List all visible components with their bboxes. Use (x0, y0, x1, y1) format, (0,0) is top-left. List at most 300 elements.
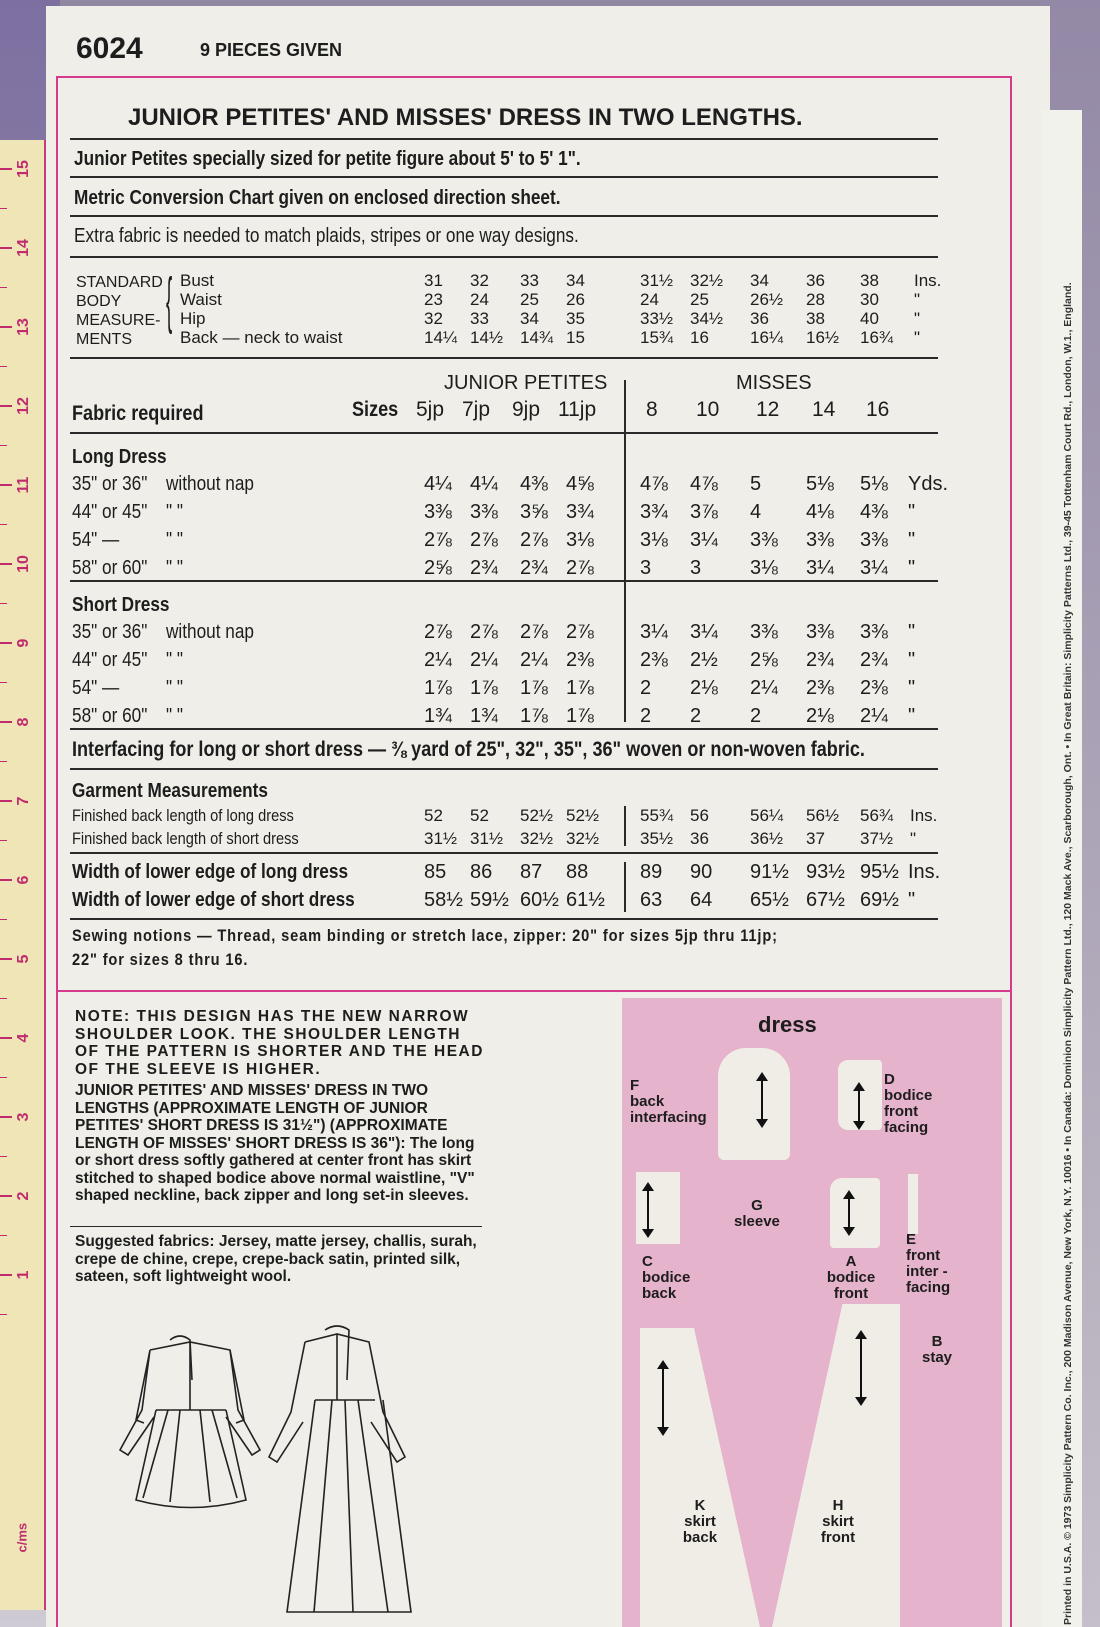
cell-value: 4⅜ (520, 473, 548, 495)
ruler-tick (0, 168, 12, 170)
fabric-width: 58" or 60" (72, 557, 148, 579)
plaid-note: Extra fabric is needed to match plaids, stripes or one way designs. (74, 225, 579, 247)
ruler-label: 14 (15, 239, 32, 257)
ruler-tick (0, 998, 7, 999)
unit-label: " (908, 889, 916, 911)
cell-value: 4⅝ (566, 473, 594, 495)
unit-label: " (908, 557, 916, 579)
ruler-label: 11 (15, 476, 32, 494)
ruler-tick (0, 1235, 7, 1236)
fabric-width: 58" or 60" (72, 705, 148, 727)
width-measure-name: Width of lower edge of long dress (72, 861, 349, 883)
cell-value: 1⅞ (424, 677, 452, 699)
size-heading: 14 (812, 398, 836, 421)
cell-value: 4⅛ (806, 501, 834, 523)
cell-value: 34 (520, 309, 539, 328)
piece-d-label: D bodice front facing (884, 1071, 933, 1136)
cell-value: 2⅞ (424, 529, 452, 551)
unit-label: Ins. (908, 861, 941, 883)
cell-value: 52½ (566, 806, 600, 825)
ruler-label: 1 (15, 1270, 32, 1280)
cell-value: 3⅜ (470, 501, 498, 523)
ruler-tick (0, 287, 7, 288)
design-note: NOTE: THIS DESIGN HAS THE NEW NARROW SHOULDER LOOK. THE SHOULDER LENGTH OF THE PATTERN IS SHORTER AND THE HEAD OF THE SLEEVE IS HIGHER. (75, 1008, 484, 1078)
pattern-pieces-panel (622, 998, 1002, 1627)
piece-sleeve (718, 1048, 790, 1160)
fabric-note: without nap (166, 621, 254, 643)
cell-value: 1¾ (470, 705, 498, 727)
measure-label: STANDARD (76, 274, 163, 291)
piece-bodice-front (830, 1178, 880, 1248)
cell-value: 52½ (520, 806, 554, 825)
cell-value: 35½ (640, 829, 674, 848)
ruler-tick (0, 919, 7, 920)
cell-value: 2⅝ (750, 649, 778, 671)
ruler-tick (0, 366, 7, 367)
cell-value: 25 (520, 290, 539, 309)
ruler-tick (0, 721, 12, 723)
piece-b-label: B stay (922, 1333, 953, 1366)
design-description: JUNIOR PETITES' AND MISSES' DRESS IN TWO LENGTHS (APPROXIMATE LENGTH OF JUNIOR PETITES' SHORT DRESS IS 31½") (APPROXIMATE LENGTH OF MISSES' SHORT DRESS IS 36"): The long or short dress softly gathered at center front has skirt stitched to shaped bodice above normal waistline, "V" shaped neckline, back zipper and long set-in sleeves. (75, 1082, 475, 1204)
fabric-width: 44" or 45" (72, 649, 148, 671)
unit-label: " (908, 529, 916, 551)
column-divider (624, 806, 626, 846)
ruler-label: 2 (15, 1191, 32, 1201)
cell-value: 2¾ (470, 557, 498, 579)
cell-value: 28 (806, 290, 825, 309)
cell-value: 3¼ (806, 557, 834, 579)
cell-value: 34 (750, 271, 769, 290)
garment-heading: Garment Measurements (72, 780, 268, 802)
sewing-notions: Sewing notions — Thread, seam binding or stretch lace, zipper: 20" for sizes 5jp thru 11jp; (72, 926, 778, 945)
cell-value: 36½ (750, 829, 784, 848)
cell-value: 2⅛ (806, 705, 834, 727)
cell-value: 1⅞ (566, 677, 594, 699)
fabric-width: 44" or 45" (72, 501, 148, 523)
ruler-label: 4 (15, 1033, 32, 1043)
cell-value: 3⅜ (860, 621, 888, 643)
ruler-tick (0, 563, 12, 565)
cell-value: 2¾ (806, 649, 834, 671)
measure-label: MEASURE- (76, 312, 161, 329)
unit-label: " (908, 649, 916, 671)
cell-value: 2¼ (424, 649, 452, 671)
pattern-number: 6024 (76, 32, 143, 65)
cell-value: 31½ (470, 829, 504, 848)
cell-value: 3⅞ (690, 501, 718, 523)
piece-g-label: G sleeve (734, 1197, 780, 1230)
cell-value: 2⅜ (860, 677, 888, 699)
fabric-width: 54" — (72, 677, 120, 699)
cell-value: 2⅞ (520, 529, 548, 551)
fabric-note: " " (166, 649, 183, 671)
cell-value: 3¼ (690, 529, 718, 551)
fabric-note: " " (166, 677, 183, 699)
unit-label: " (908, 621, 916, 643)
metric-note: Metric Conversion Chart given on enclosed direction sheet. (74, 187, 561, 209)
size-heading: 7jp (462, 398, 491, 421)
cell-value: 5⅛ (860, 473, 888, 495)
page-title: JUNIOR PETITES' AND MISSES' DRESS IN TWO LENGTHS. (128, 104, 803, 131)
tape-measure (0, 140, 46, 1610)
cell-value: 25 (690, 290, 709, 309)
ruler-label: 10 (15, 555, 32, 573)
size-heading: 5jp (416, 398, 445, 421)
cell-value: 40 (860, 309, 879, 328)
column-divider (624, 862, 626, 912)
cell-value: 1⅞ (520, 705, 548, 727)
divider (70, 852, 938, 854)
fabric-width: 35" or 36" (72, 473, 148, 495)
piece-bodice-front-facing (838, 1060, 882, 1130)
cell-value: 63 (640, 889, 663, 911)
sizes-label: Sizes (352, 398, 399, 421)
divider (70, 580, 938, 582)
unit-label: Ins. (910, 806, 938, 825)
divider (70, 432, 938, 434)
cell-value: 56¾ (860, 806, 894, 825)
unit-label: " (908, 705, 916, 727)
divider (70, 918, 938, 920)
cell-value: 26½ (750, 290, 784, 309)
cell-value: 61½ (566, 889, 605, 911)
cell-value: 2¼ (470, 649, 498, 671)
cell-value: 38 (806, 309, 825, 328)
ruler-tick (0, 879, 12, 881)
cell-value: 86 (470, 861, 493, 883)
brace: { (166, 266, 173, 335)
suggested-fabrics: Suggested fabrics: Jersey, matte jersey, challis, surah, crepe de chine, crepe, crepe-back satin, printed silk, sateen, soft lightweight wool. (75, 1233, 477, 1285)
cell-value: 24 (640, 290, 659, 309)
grain-arrow-icon (662, 1368, 664, 1428)
cell-value: 34 (566, 271, 585, 290)
ruler-tick (0, 1195, 12, 1197)
fabric-note: " " (166, 501, 183, 523)
section-heading: Long Dress (72, 446, 167, 468)
ruler-tick (0, 1077, 7, 1078)
publisher-imprint: Printed in U.S.A. © 1973 Simplicity Pattern Co. Inc., 200 Madison Avenue, New York, N.Y. 10016 • In Canada: Dominion Simplicity Pattern Ltd., 120 Mack Ave., Scarborough, Ont. • In Great Britain: Simplicity Patterns Ltd., 39-45 Tottenham Court Rd., London, W.1., England. (1062, 282, 1074, 1625)
unit-label: " (908, 501, 916, 523)
cell-value: 89 (640, 861, 663, 883)
cell-value: 2¼ (750, 677, 778, 699)
cell-value: 2¾ (860, 649, 888, 671)
cell-value: 56¼ (750, 806, 784, 825)
ruler-tick (0, 208, 7, 209)
divider (70, 215, 938, 217)
cell-value: 4⅞ (690, 473, 718, 495)
cell-value: 4⅞ (640, 473, 668, 495)
cell-value: 16¾ (860, 328, 894, 347)
ruler-label: 8 (15, 717, 32, 727)
measure-name: Hip (180, 309, 206, 328)
cell-value: 52 (470, 806, 489, 825)
size-heading: 10 (696, 398, 720, 421)
ruler-unit: c/ms (14, 1522, 30, 1553)
cell-value: 3⅜ (860, 529, 888, 551)
cell-value: 3¼ (860, 557, 888, 579)
cell-value: 14¾ (520, 328, 554, 347)
cell-value: 2⅝ (424, 557, 452, 579)
cell-value: 3¼ (640, 621, 668, 643)
ruler-tick (0, 1314, 7, 1315)
cell-value: 2⅞ (470, 529, 498, 551)
cell-value: 3⅜ (806, 621, 834, 643)
jp-heading: JUNIOR PETITES (444, 372, 608, 394)
cell-value: 5⅛ (806, 473, 834, 495)
ruler-tick (0, 603, 7, 604)
ruler-tick (0, 405, 12, 407)
cell-value: 31 (424, 271, 443, 290)
cell-value: 2 (640, 677, 652, 699)
cell-value: 37½ (860, 829, 894, 848)
cell-value: 14¼ (424, 328, 458, 347)
ruler-tick (0, 1274, 12, 1276)
cell-value: 67½ (806, 889, 845, 911)
cell-value: 33 (470, 309, 489, 328)
grain-arrow-icon (761, 1080, 763, 1120)
cell-value: 2½ (690, 649, 718, 671)
cell-value: 33½ (640, 309, 674, 328)
piece-a-label: A bodice front (826, 1253, 876, 1302)
cell-value: 2⅜ (640, 649, 668, 671)
cell-value: 15 (566, 328, 585, 347)
piece-c-label: C bodice back (642, 1253, 691, 1302)
size-heading: 12 (756, 398, 780, 421)
cell-value: 87 (520, 861, 543, 883)
cell-value: 59½ (470, 889, 509, 911)
ruler-tick (0, 800, 12, 802)
cell-value: 32½ (566, 829, 600, 848)
ruler-tick (0, 1156, 7, 1157)
cell-value: 93½ (806, 861, 845, 883)
ruler-tick (0, 682, 7, 683)
fabric-note: " " (166, 557, 183, 579)
cell-value: 3⅜ (750, 529, 778, 551)
cell-value: 3⅛ (566, 529, 594, 551)
cell-value: 2⅜ (566, 649, 594, 671)
cell-value: 3⅛ (640, 529, 668, 551)
cell-value: 38 (860, 271, 879, 290)
ruler-tick (0, 524, 7, 525)
ruler-label: 7 (15, 796, 32, 806)
cell-value: 2 (640, 705, 652, 727)
cell-value: 3⅛ (750, 557, 778, 579)
measure-label: BODY (76, 293, 122, 310)
unit-label: Yds. (908, 473, 949, 495)
cell-value: 34½ (690, 309, 724, 328)
cell-value: 3⅜ (750, 621, 778, 643)
cell-value: 31½ (640, 271, 674, 290)
divider (70, 357, 938, 359)
cell-value: 55¾ (640, 806, 674, 825)
cell-value: 2⅞ (424, 621, 452, 643)
unit-label: " (910, 829, 917, 848)
measure-name: Waist (180, 290, 222, 309)
piece-k-label: K skirt back (682, 1497, 718, 1546)
cell-value: 56 (690, 806, 709, 825)
ruler-label: 5 (15, 954, 32, 964)
ruler-tick (0, 484, 12, 486)
cell-value: 60½ (520, 889, 559, 911)
cell-value: 24 (470, 290, 489, 309)
cell-value: 88 (566, 861, 589, 883)
unit-label: " (914, 309, 921, 328)
cell-value: 16¼ (750, 328, 784, 347)
cell-value: 5 (750, 473, 762, 495)
cell-value: 64 (690, 889, 713, 911)
pieces-given: 9 PIECES GIVEN (200, 40, 343, 60)
cell-value: 2¾ (520, 557, 548, 579)
cell-value: 3 (640, 557, 652, 579)
divider (70, 138, 938, 140)
ruler-label: 15 (15, 160, 32, 178)
piece-skirt-back (640, 1328, 760, 1627)
cell-value: 95½ (860, 861, 899, 883)
ruler-label: 12 (15, 397, 32, 415)
unit-label: " (914, 328, 921, 347)
section-heading: Short Dress (72, 594, 170, 616)
garment-measure-name: Finished back length of long dress (72, 806, 294, 825)
ruler-label: 3 (15, 1112, 32, 1122)
ruler-tick (0, 642, 12, 644)
cell-value: 36 (806, 271, 825, 290)
cell-value: 14½ (470, 328, 504, 347)
size-heading: 8 (646, 398, 658, 421)
petite-note: Junior Petites specially sized for petite figure about 5' to 5' 1". (74, 148, 581, 170)
cell-value: 2¼ (520, 649, 548, 671)
pieces-title: dress (758, 1012, 817, 1037)
cell-value: 1⅞ (520, 677, 548, 699)
divider (70, 256, 938, 258)
measure-name: Back — neck to waist (180, 328, 343, 347)
cell-value: 37 (806, 829, 825, 848)
ruler-label: 6 (15, 875, 32, 885)
cell-value: 2¼ (860, 705, 888, 727)
cell-value: 2⅛ (690, 677, 718, 699)
fabric-width: 35" or 36" (72, 621, 148, 643)
cell-value: 3⅝ (520, 501, 548, 523)
cell-value: 32½ (520, 829, 554, 848)
fabric-width: 54" — (72, 529, 120, 551)
divider (70, 728, 938, 730)
cell-value: 91½ (750, 861, 789, 883)
misses-heading: MISSES (736, 372, 812, 394)
cell-value: 36 (690, 829, 709, 848)
ruler-tick (0, 247, 12, 249)
cell-value: 90 (690, 861, 713, 883)
cell-value: 3¾ (640, 501, 668, 523)
ruler-label: 9 (15, 638, 32, 648)
fabric-note: without nap (166, 473, 254, 495)
cell-value: 33 (520, 271, 539, 290)
cell-value: 3⅜ (806, 529, 834, 551)
cell-value: 2⅞ (470, 621, 498, 643)
cell-value: 3¼ (690, 621, 718, 643)
divider (70, 176, 938, 178)
piece-h-label: H skirt front (820, 1497, 856, 1546)
garment-measure-name: Finished back length of short dress (72, 829, 299, 848)
cell-value: 2⅞ (566, 621, 594, 643)
ruler-tick (0, 1116, 12, 1118)
piece-e-label: E front inter - facing (906, 1231, 951, 1296)
width-measure-name: Width of lower edge of short dress (72, 889, 355, 911)
cell-value: 65½ (750, 889, 789, 911)
cell-value: 32 (470, 271, 489, 290)
cell-value: 2⅞ (520, 621, 548, 643)
cell-value: 1⅞ (566, 705, 594, 727)
sewing-notions-2: 22" for sizes 8 thru 16. (72, 950, 249, 969)
cell-value: 1¾ (424, 705, 452, 727)
cell-value: 36 (750, 309, 769, 328)
cell-value: 32½ (690, 271, 724, 290)
cell-value: 4¼ (424, 473, 452, 495)
cell-value: 16 (690, 328, 709, 347)
measure-name: Bust (180, 271, 215, 290)
piece-f-label: F back interfacing (630, 1077, 707, 1126)
divider (70, 1226, 482, 1227)
cell-value: 4 (750, 501, 762, 523)
grain-arrow-icon (860, 1338, 862, 1398)
cell-value: 35 (566, 309, 585, 328)
grain-arrow-icon (848, 1198, 850, 1228)
interfacing-note: Interfacing for long or short dress — ⅜ yard of 25", 32", 35", 36" woven or non-woven fabric. (72, 738, 865, 761)
ruler-tick (0, 840, 7, 841)
cell-value: 31½ (424, 829, 458, 848)
cell-value: 16½ (806, 328, 840, 347)
unit-label: Ins. (914, 271, 942, 290)
cell-value: 32 (424, 309, 443, 328)
unit-label: " (914, 290, 921, 309)
cell-value: 58½ (424, 889, 463, 911)
cell-value: 3¾ (566, 501, 594, 523)
ruler-label: 13 (15, 318, 32, 336)
cell-value: 3⅜ (424, 501, 452, 523)
column-divider (624, 380, 626, 722)
cell-value: 2⅜ (806, 677, 834, 699)
fabric-label: Fabric required (72, 402, 204, 425)
cell-value: 2 (750, 705, 762, 727)
ruler-tick (0, 326, 12, 328)
ruler-tick (0, 761, 7, 762)
dress-sketch (110, 1320, 430, 1620)
cell-value: 69½ (860, 889, 899, 911)
size-heading: 16 (866, 398, 890, 421)
divider (70, 768, 938, 770)
cell-value: 30 (860, 290, 879, 309)
ruler-tick (0, 958, 12, 960)
cell-value: 4¼ (470, 473, 498, 495)
cell-value: 85 (424, 861, 447, 883)
cell-value: 15¾ (640, 328, 674, 347)
cell-value: 52 (424, 806, 443, 825)
fabric-note: " " (166, 705, 183, 727)
grain-arrow-icon (858, 1090, 860, 1122)
cell-value: 56½ (806, 806, 840, 825)
measure-label: MENTS (76, 331, 132, 348)
size-heading: 9jp (512, 398, 541, 421)
cell-value: 2⅞ (566, 557, 594, 579)
size-heading: 11jp (558, 398, 597, 421)
piece-front-interfacing (908, 1174, 918, 1234)
piece-skirt-front (772, 1304, 900, 1627)
cell-value: 26 (566, 290, 585, 309)
fabric-note: " " (166, 529, 183, 551)
cell-value: 4⅜ (860, 501, 888, 523)
cell-value: 23 (424, 290, 443, 309)
cell-value: 3 (690, 557, 702, 579)
cell-value: 1⅞ (470, 677, 498, 699)
unit-label: " (908, 677, 916, 699)
